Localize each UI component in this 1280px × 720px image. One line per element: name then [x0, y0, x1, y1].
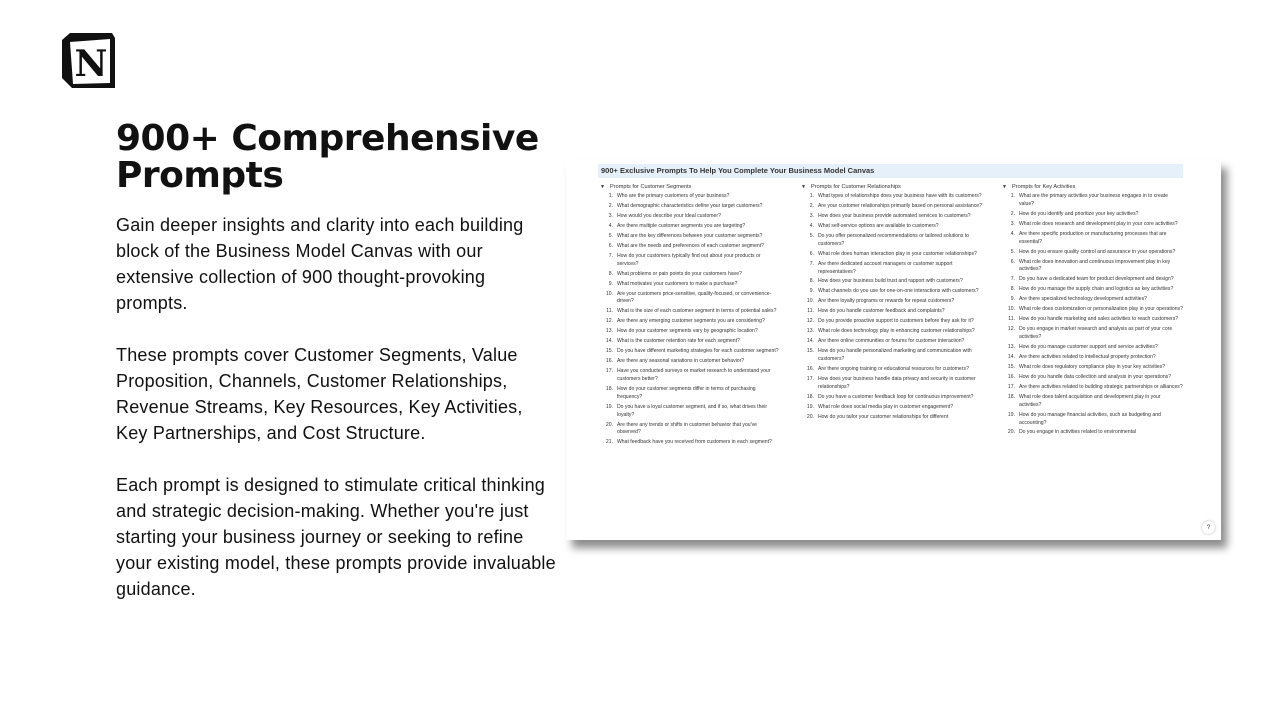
prompt-number: 11. — [606, 308, 613, 315]
prompt-number: 17. — [1007, 383, 1015, 390]
prompt-text: Are there any seasonal variations in customer behavior? — [617, 358, 745, 365]
prompt-text: Are there activities related to intellectual property protection? — [1019, 353, 1156, 360]
prompt-text: What motivates your customers to make a purchase? — [617, 280, 738, 287]
prompt-list-item — [1002, 412, 1184, 428]
help-button[interactable]: ? — [1202, 521, 1215, 534]
svg-text:N: N — [74, 43, 108, 85]
prompt-text: Do you have a loyal customer segment, and if so, what drives their loyalty? — [617, 403, 768, 418]
prompt-text: What role does innovation and continuous improvement play in key activities? — [1019, 258, 1171, 273]
prompt-list-item — [801, 213, 983, 221]
prompt-list-item — [801, 223, 983, 231]
prompt-text: Do you engage in activities related to environmental — [1019, 429, 1136, 436]
prompt-list-item — [600, 203, 782, 211]
prompt-text: What role does research and development play in your core activities? — [1019, 220, 1178, 227]
prompt-list-item — [600, 318, 782, 326]
prompt-list-item — [600, 386, 782, 402]
prompt-list-item — [600, 271, 782, 279]
prompt-number: 1. — [608, 193, 613, 199]
prompt-text: How do you handle customer feedback and complaints? — [818, 308, 945, 315]
prompt-list-item — [801, 308, 983, 316]
prompt-text: How do you manage financial activities, such as budgeting and accounting? — [1019, 411, 1161, 426]
prompt-number: 15. — [605, 348, 613, 355]
toggle-customer-relationships[interactable] — [801, 182, 983, 193]
prompt-text: Have you conducted surveys or market research to understand your customers better? — [617, 368, 771, 383]
prompt-list-item — [600, 233, 782, 241]
prompt-number: 18. — [1007, 393, 1015, 400]
prompt-list-item — [1002, 296, 1184, 304]
prompt-text: Are there multiple customer segments you are targeting? — [617, 222, 746, 229]
prompt-text: Are there loyalty programs or rewards for repeat customers? — [818, 298, 955, 305]
prompt-text: How does your business handle data privacy and security in customer relationships? — [818, 376, 976, 390]
prompt-text: Are there specialized technology development activities? — [1019, 296, 1147, 303]
prompt-list-item — [1002, 429, 1184, 437]
prompt-number: 11. — [807, 308, 814, 315]
prompt-text: Are there dedicated account managers or customer support representatives? — [818, 260, 953, 275]
prompt-text: Are there any trends or shifts in customer behavior that you've observed? — [617, 421, 757, 436]
prompt-number: 5. — [608, 232, 613, 239]
prompt-text: How do you tailor your customer relationships for different — [818, 413, 949, 420]
prompt-list-item — [1002, 316, 1184, 324]
prompt-list-item — [801, 318, 983, 326]
prompt-text: What role does regulatory compliance play in your key activities? — [1019, 363, 1166, 370]
prompt-list-item — [600, 281, 782, 289]
preview-title: 900+ Exclusive Prompts To Help You Complete Your Business Model Canvas — [598, 164, 1183, 178]
prompt-number: 5. — [1010, 248, 1015, 255]
prompt-list-item — [600, 368, 782, 384]
prompt-number: 8. — [809, 278, 814, 285]
prompt-text: Do you have different marketing strategies for each customer segment? — [617, 348, 779, 355]
prompt-list-item — [1002, 231, 1184, 247]
prompt-number: 13. — [605, 328, 613, 335]
prompt-text: Do you engage in market research and analysis as part of your core activities? — [1019, 326, 1173, 341]
prompt-number: 10. — [605, 290, 613, 297]
prompt-list-item — [801, 298, 983, 306]
prompt-number: 7. — [809, 260, 814, 267]
prompt-text: How do you handle data collection and analysis in your operations? — [1019, 373, 1172, 380]
prompt-text: Do you provide proactive support to customers before they ask for it? — [818, 318, 974, 325]
prompt-number: 7. — [608, 252, 613, 259]
prompt-list-item — [801, 251, 983, 259]
prompt-list-item — [600, 213, 782, 221]
prompt-text: What are the needs and preferences of each customer segment? — [617, 242, 764, 249]
prompt-list-item — [1002, 286, 1184, 294]
prompt-text: What feedback have you received from customers in each segment? — [617, 439, 772, 446]
prompt-list-item — [600, 193, 782, 201]
prompt-number: 20. — [605, 421, 613, 428]
prompt-text: Are there activities related to building strategic partnerships or alliances? — [1019, 383, 1183, 390]
prompt-number: 16. — [806, 366, 814, 373]
prompt-text: Do you have a dedicated team for product development and design? — [1019, 276, 1174, 283]
prompt-text: Are there ongoing training or educational resources for customers? — [818, 366, 969, 373]
prompt-list-item — [1002, 193, 1184, 209]
prompt-text: How does your business provide automated services to customers? — [818, 212, 971, 219]
prompt-text: Are your customer relationships primarily based on personal assistance? — [818, 202, 982, 209]
prompt-list-item — [801, 261, 983, 277]
prompt-number: 5. — [809, 232, 814, 239]
prompt-number: 3. — [809, 212, 814, 219]
prompt-list-item — [600, 338, 782, 346]
prompt-list-item — [1002, 344, 1184, 352]
toggle-triangle-icon[interactable]: ▼ — [801, 184, 806, 190]
prompt-number: 6. — [608, 242, 613, 249]
prompt-list-item — [600, 348, 782, 356]
prompt-text: What role does customization or personalization play in your operations? — [1019, 306, 1183, 313]
prompt-number: 13. — [1007, 344, 1015, 350]
coverage-paragraph: These prompts cover Customer Segments, Value Proposition, Channels, Customer Relationships, Revenue Streams, Key Resources, Key Activities, Key Partnerships, and Cost Structure. — [116, 345, 523, 443]
prompt-text: How do you handle personalized marketing and communication with customers? — [818, 348, 972, 363]
column-heading: Prompts for Key Activities — [1012, 184, 1076, 190]
prompt-number: 14. — [1007, 353, 1015, 360]
prompt-list-item — [600, 308, 782, 316]
prompt-text: What role does talent acquisition and development play in your activities? — [1019, 393, 1161, 408]
prompt-text: What role does human interaction play in your customer relationships? — [818, 250, 977, 257]
prompt-list-item — [600, 223, 782, 231]
prompt-text: Are there specific production or manufacturing processes that are essential? — [1019, 230, 1167, 245]
prompt-number: 18. — [605, 386, 613, 393]
prompt-list-item — [801, 278, 983, 286]
prompt-number: 17. — [806, 376, 814, 383]
prompt-list-item — [1002, 211, 1184, 219]
prompt-number: 16. — [1007, 373, 1015, 380]
column-customer-relationships — [801, 182, 983, 424]
prompt-text: What problems or pain points do your customers have? — [617, 270, 742, 277]
prompt-number: 6. — [1010, 258, 1015, 265]
prompt-number: 6. — [809, 250, 814, 257]
prompt-number: 4. — [809, 222, 814, 229]
prompt-number: 13. — [806, 328, 814, 335]
prompt-list-item — [1002, 259, 1184, 275]
prompt-number: 19. — [605, 403, 613, 410]
prompt-number: 16. — [605, 358, 613, 365]
notion-logo-icon — [60, 30, 116, 90]
prompt-text: What is the size of each customer segment in terms of potential sales? — [617, 308, 777, 315]
prompt-number: 1. — [809, 193, 814, 199]
prompt-text: Are there any emerging customer segments you are considering? — [617, 318, 765, 325]
prompt-number: 19. — [806, 403, 814, 410]
toggle-customer-segments[interactable] — [600, 182, 782, 193]
prompt-text: Do you have a customer feedback loop for continuous improvement? — [818, 393, 974, 400]
prompt-number: 2. — [608, 202, 613, 209]
prompt-list-item — [801, 414, 983, 422]
prompt-list-item — [801, 233, 983, 249]
prompt-number: 4. — [608, 222, 613, 229]
prompt-number: 1. — [1010, 193, 1015, 199]
prompt-list-item — [1002, 221, 1184, 229]
prompt-number: 10. — [806, 298, 814, 305]
column-heading: Prompts for Customer Segments — [610, 184, 692, 190]
prompt-text: How do you identify and prioritize your key activities? — [1019, 210, 1139, 217]
prompt-number: 3. — [1010, 220, 1015, 227]
prompt-list-item — [801, 404, 983, 412]
prompt-text: How do your customers typically find out about your products or services? — [617, 252, 761, 267]
toggle-key-activities[interactable] — [1002, 182, 1184, 193]
prompt-list-item — [600, 291, 782, 307]
prompt-text: What self-service options are available to customers? — [818, 222, 939, 229]
prompt-number: 18. — [806, 393, 814, 400]
prompt-text: Are there online communities or forums for customer interaction? — [818, 338, 965, 345]
prompt-list-item — [801, 348, 983, 364]
prompt-list-item — [600, 253, 782, 269]
prompt-list-item — [1002, 306, 1184, 314]
prompt-list-item — [1002, 364, 1184, 372]
page-title: 900+ Comprehensive Prompts — [116, 118, 539, 196]
prompt-number: 12. — [605, 318, 613, 325]
purpose-paragraph: Each prompt is designed to stimulate critical thinking and strategic decision-making. Whether you're just starting your business journey or seeking to refine your existing model, these prompts provide invaluable guidance. — [116, 475, 556, 599]
prompt-number: 9. — [1010, 296, 1015, 303]
prompt-number: 3. — [608, 212, 613, 219]
prompt-list-item — [600, 439, 782, 447]
prompt-list-item — [1002, 326, 1184, 342]
prompt-number: 4. — [1010, 230, 1015, 237]
prompt-list-item — [801, 193, 983, 201]
prompt-number: 2. — [809, 202, 814, 209]
prompt-list-item — [1002, 354, 1184, 362]
prompt-list-item — [600, 243, 782, 251]
prompt-list-item — [1002, 394, 1184, 410]
prompt-text: What role does technology play in enhancing customer relationships? — [818, 328, 975, 335]
prompt-number: 19. — [1007, 411, 1015, 418]
prompt-list-item — [1002, 276, 1184, 284]
prompt-list-item — [600, 358, 782, 366]
prompt-text: How do you manage customer support and service activities? — [1019, 344, 1158, 350]
prompt-text: Who are the primary customers of your business? — [617, 193, 730, 199]
prompt-list-item — [801, 203, 983, 211]
prompt-number: 9. — [809, 288, 814, 295]
prompt-list-item — [1002, 249, 1184, 257]
prompt-number: 14. — [806, 338, 814, 345]
prompt-number: 8. — [608, 270, 613, 277]
column-key-activities — [1002, 182, 1184, 439]
prompt-number: 15. — [1007, 363, 1015, 370]
prompt-text: What demographic characteristics define your target customers? — [617, 202, 763, 209]
prompt-number: 12. — [806, 318, 814, 325]
prompt-list-item — [801, 366, 983, 374]
column-heading: Prompts for Customer Relationships — [811, 184, 901, 190]
prompt-number: 20. — [806, 413, 814, 420]
prompt-text: What are the key differences between your customer segments? — [617, 232, 763, 239]
prompt-number: 20. — [1007, 429, 1015, 436]
prompt-text: How do you manage the supply chain and logistics as key activities? — [1019, 286, 1174, 293]
prompt-list-item — [600, 328, 782, 336]
toggle-triangle-icon[interactable]: ▼ — [600, 184, 605, 190]
prompt-list-item — [801, 394, 983, 402]
prompt-text: What types of relationships does your business have with its customers? — [818, 193, 982, 199]
intro-section — [116, 120, 556, 602]
prompt-number: 10. — [1007, 306, 1015, 313]
prompt-text: How do you ensure quality control and assurance in your operations? — [1019, 248, 1176, 255]
prompt-list-item — [801, 288, 983, 296]
prompt-text: Do you offer personalized recommendations or tailored solutions to customers? — [818, 232, 970, 247]
prompt-number: 2. — [1010, 210, 1015, 217]
column-customer-segments — [600, 182, 782, 449]
prompt-text: How do your customer segments differ in terms of purchasing frequency? — [617, 386, 756, 400]
prompt-text: What role does social media play in customer engagement? — [818, 403, 954, 410]
prompt-text: Are your customers price-sensitive, quality-focused, or convenience-driven? — [617, 290, 772, 305]
prompt-list-item — [600, 404, 782, 420]
prompt-list-item — [1002, 374, 1184, 382]
toggle-triangle-icon[interactable]: ▼ — [1002, 184, 1007, 190]
prompt-number: 8. — [1010, 286, 1015, 293]
prompt-number: 7. — [1010, 276, 1015, 283]
prompt-number: 21. — [605, 439, 613, 446]
prompt-text: How would you describe your ideal customer? — [617, 212, 721, 219]
prompt-number: 14. — [605, 338, 613, 345]
prompt-number: 9. — [608, 280, 613, 287]
prompt-text: What are the primary activities your business engages in to create value? — [1019, 193, 1168, 207]
prompt-number: 11. — [1008, 316, 1015, 323]
prompt-list-item — [801, 376, 983, 392]
prompt-text: How do you handle marketing and sales activities to reach customers? — [1019, 316, 1179, 323]
prompt-number: 17. — [605, 368, 613, 375]
prompt-list-item — [1002, 384, 1184, 392]
prompt-text: How does your business build trust and rapport with customers? — [818, 278, 963, 285]
prompt-text: How do your customer segments vary by geographic location? — [617, 328, 758, 335]
prompt-list-item — [801, 338, 983, 346]
prompt-text: What channels do you use for one-on-one interactions with customers? — [818, 288, 979, 295]
intro-paragraph: Gain deeper insights and clarity into each building block of the Business Model Canvas with our extensive collection of 900 thought-provoking prompts. — [116, 215, 524, 313]
prompt-number: 12. — [1007, 326, 1015, 333]
prompt-number: 15. — [806, 348, 814, 355]
prompt-list-item — [801, 328, 983, 336]
prompts-preview-screenshot — [566, 160, 1221, 540]
prompt-text: What is the customer retention rate for each segment? — [617, 338, 740, 345]
prompt-list-item — [600, 422, 782, 438]
